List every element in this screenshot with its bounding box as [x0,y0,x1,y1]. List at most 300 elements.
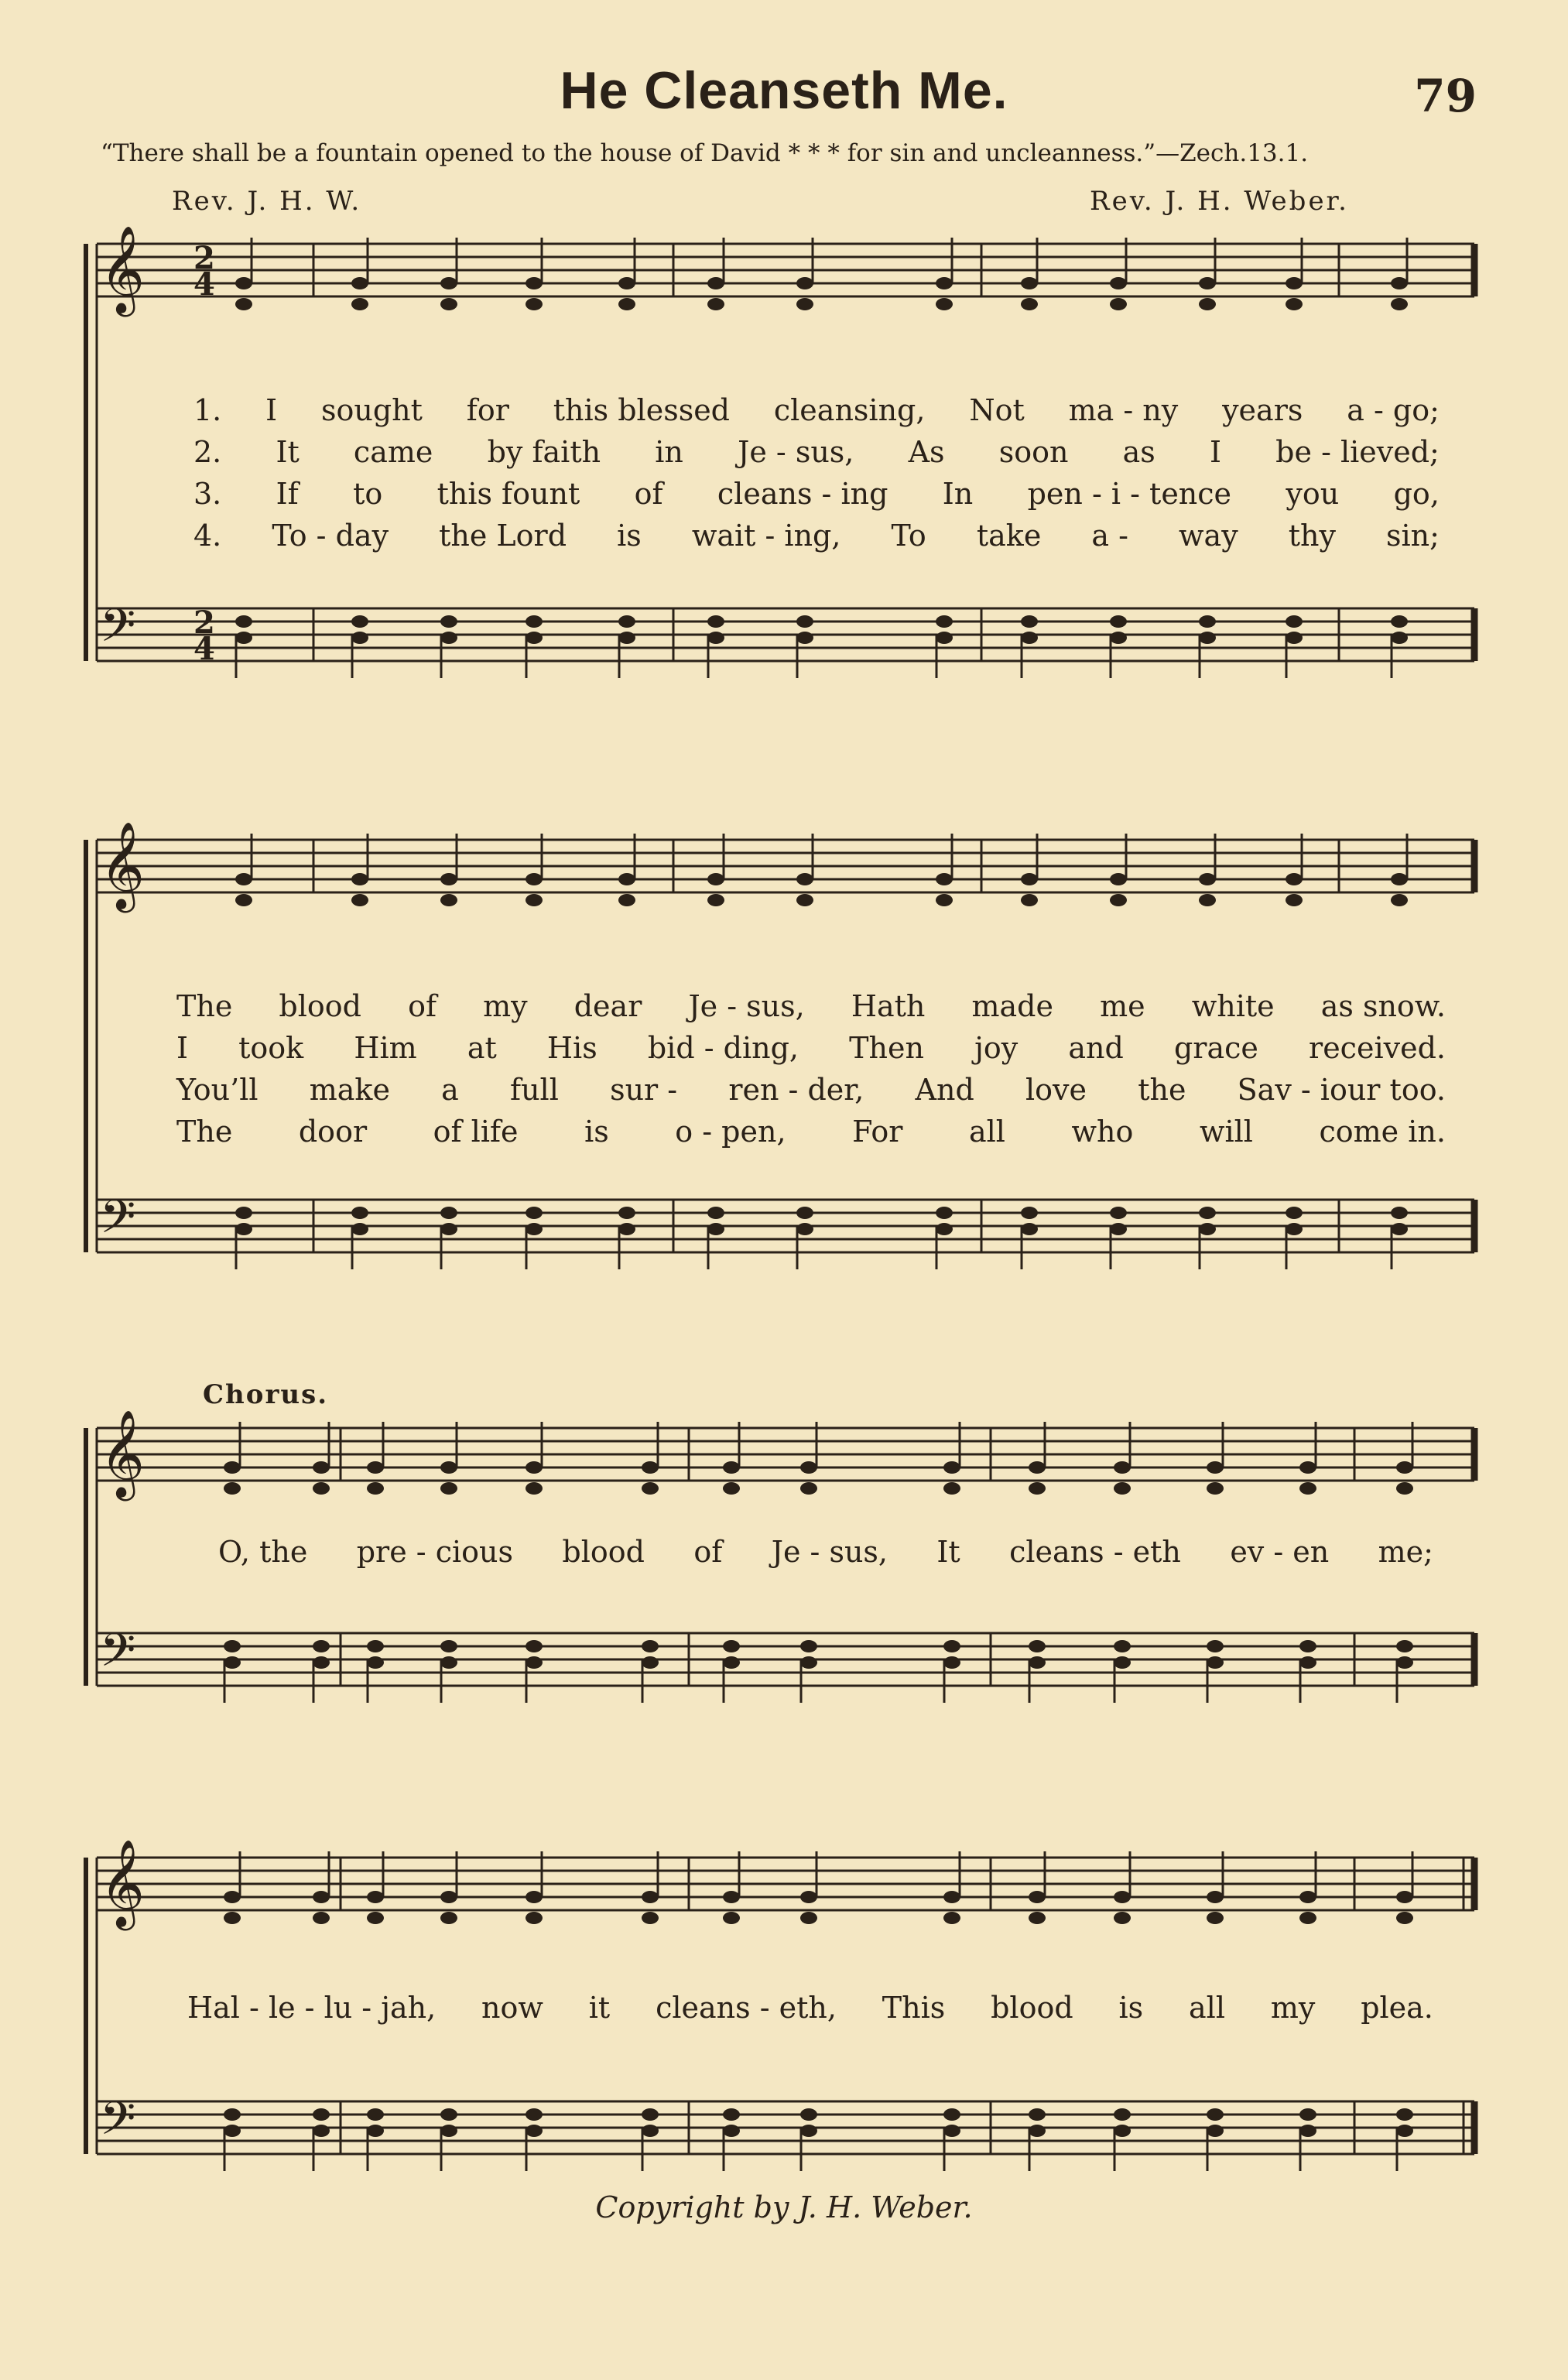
treble-notehead [235,277,252,289]
bass-notehead [526,1640,543,1652]
treble-notehead [642,1461,659,1474]
treble-notehead [723,1482,740,1495]
lyric-word: a - [1091,519,1128,553]
lyric-word: of [693,1535,723,1569]
lyric-word: joy [974,1031,1019,1065]
bass-notehead [526,615,543,628]
treble-notehead [936,894,953,906]
treble-notehead [1396,1891,1413,1903]
bass-notehead [1396,1640,1413,1652]
bass-notehead [1199,615,1216,628]
treble-notehead [1199,298,1216,310]
bass-notehead [235,615,252,628]
treble-notehead [707,894,724,906]
bass-notehead [943,2108,960,2121]
lyric-word: ma - ny [1068,393,1179,427]
lyric-word: Je - sus, [688,989,805,1023]
treble-notehead [1199,277,1216,289]
treble-notehead [526,894,543,906]
treble-notehead [943,1891,960,1903]
bass-notehead [526,2125,543,2137]
treble-notehead [235,298,252,310]
lyric-word: me [1100,989,1145,1023]
bass-notehead [224,1640,241,1652]
lyric-word: And [915,1073,974,1107]
treble-notehead [642,1891,659,1903]
bass-clef: 𝄢 [100,1623,136,1688]
treble-notehead [1110,894,1127,906]
treble-notehead [224,1482,241,1495]
bass-notehead [1286,1223,1303,1235]
time-signature-digit: 4 [193,631,215,667]
lyric-word: You’ll [176,1073,258,1107]
treble-notehead [1114,1912,1131,1924]
bass-notehead [351,1223,368,1235]
bass-notehead [1391,1207,1408,1219]
bass-notehead [440,1656,457,1669]
bass-notehead [1286,632,1303,644]
bass-notehead [526,1656,543,1669]
lyric-word: as snow. [1320,989,1446,1023]
bass-notehead [1029,1656,1046,1669]
bass-notehead [723,2125,740,2137]
treble-notehead [1299,1891,1316,1903]
treble-notehead [936,277,953,289]
lyric-word: pen - i - tence [1027,477,1232,511]
treble-notehead [440,298,457,310]
treble-notehead [1396,1912,1413,1924]
lyric-word: This [882,1991,946,2025]
treble-notehead [1207,1891,1224,1903]
time-signature-digit: 2 [193,604,215,641]
bass-notehead [440,1640,457,1652]
bass-notehead [642,2125,659,2137]
treble-notehead [618,894,635,906]
bass-notehead [618,615,635,628]
treble-clef: 𝄞 [100,225,145,313]
bass-notehead [313,1656,330,1669]
verse-2-line-2 [176,1031,1446,1065]
lyric-word: To [891,519,926,553]
lyric-word: Him [354,1031,417,1065]
lyric-word: 4. [193,519,222,553]
bass-notehead [235,1207,252,1219]
lyric-word: is [584,1115,609,1149]
bass-notehead [618,632,635,644]
bass-notehead [936,1207,953,1219]
bass-notehead [1207,2125,1224,2137]
lyric-word: and [1068,1031,1124,1065]
bass-notehead [526,2108,543,2121]
lyric-word: is [617,519,642,553]
treble-notehead [1029,1912,1046,1924]
bass-notehead [440,615,457,628]
treble-notehead [351,277,368,289]
chorus-line-2 [187,1991,1433,2025]
bass-notehead [440,1207,457,1219]
time-signature-digit: 2 [193,240,215,276]
bass-notehead [526,632,543,644]
treble-notehead [1199,894,1216,906]
lyric-word: received. [1309,1031,1446,1065]
bass-notehead [1029,2125,1046,2137]
lyric-word: cleans - eth [1009,1535,1181,1569]
bass-notehead [440,2125,457,2137]
bass-notehead [642,1656,659,1669]
bass-notehead [351,615,368,628]
lyric-word: To - day [272,519,389,553]
lyric-word: sur - [610,1073,678,1107]
lyric-word: my [483,989,528,1023]
lyric-word: as [1122,435,1155,469]
treble-notehead [313,1461,330,1474]
bass-clef: 𝄢 [100,598,136,663]
bass-notehead [800,2108,817,2121]
treble-notehead [440,1891,457,1903]
treble-notehead [440,894,457,906]
lyric-word: the Lord [439,519,567,553]
bass-notehead [800,1656,817,1669]
treble-notehead [943,1482,960,1495]
treble-notehead [235,873,252,885]
lyric-word: be - lieved; [1275,435,1440,469]
lyric-word: full [510,1073,559,1107]
lyric-word: me; [1378,1535,1433,1569]
treble-clef: 𝄞 [100,1409,145,1498]
lyric-word: The [176,1115,233,1149]
treble-notehead [1391,894,1408,906]
bass-notehead [1299,1640,1316,1652]
bass-notehead [1396,2108,1413,2121]
lyric-word: plea. [1361,1991,1433,2025]
music-credit: Rev. J. H. Weber. [1090,186,1349,217]
bass-notehead [1114,1656,1131,1669]
bass-notehead [1286,615,1303,628]
treble-notehead [224,1912,241,1924]
lyric-word: you [1286,477,1340,511]
treble-notehead [351,894,368,906]
bass-notehead [1114,2108,1131,2121]
bass-notehead [224,1656,241,1669]
bass-notehead [526,1207,543,1219]
bass-notehead [1110,1223,1127,1235]
lyric-word: all [968,1115,1005,1149]
treble-notehead [440,1461,457,1474]
treble-notehead [1299,1482,1316,1495]
lyric-word: As [908,435,945,469]
bass-notehead [642,1640,659,1652]
treble-notehead [367,1461,384,1474]
treble-notehead [1029,1461,1046,1474]
treble-notehead [707,277,724,289]
treble-notehead [1021,873,1038,885]
lyric-word: in [655,435,683,469]
bass-notehead [1021,1223,1038,1235]
bass-notehead [1021,1207,1038,1219]
treble-notehead [1286,894,1303,906]
bass-notehead [224,2108,241,2121]
lyric-word: of life [433,1115,519,1149]
treble-notehead [526,1912,543,1924]
bass-notehead [796,1223,813,1235]
lyric-word: grace [1173,1031,1258,1065]
treble-notehead [1396,1482,1413,1495]
bass-notehead [723,1656,740,1669]
lyric-word: at [467,1031,497,1065]
lyric-word: will [1199,1115,1253,1149]
lyric-word: is [1118,1991,1144,2025]
lyric-word: sin; [1386,519,1440,553]
verse-4-line-2 [176,1115,1446,1149]
hymn-title: He Cleanseth Me. [560,61,1008,120]
bass-notehead [367,2125,384,2137]
bass-notehead [1299,1656,1316,1669]
lyric-word: of [634,477,663,511]
bass-notehead [351,1207,368,1219]
bass-notehead [1021,615,1038,628]
treble-notehead [1114,1891,1131,1903]
lyric-word: It [936,1535,960,1569]
treble-notehead [936,298,953,310]
verse-3-line-1 [193,477,1440,511]
lyric-word: the [1138,1073,1186,1107]
lyric-word: Je - sus, [771,1535,888,1569]
bass-notehead [936,615,953,628]
treble-notehead [618,277,635,289]
bass-notehead [313,2108,330,2121]
treble-notehead [313,1482,330,1495]
treble-notehead [224,1891,241,1903]
bass-notehead [367,1656,384,1669]
treble-notehead [367,1912,384,1924]
treble-notehead [1299,1912,1316,1924]
lyric-word: 1. [193,393,222,427]
treble-notehead [1110,277,1127,289]
treble-notehead [1110,873,1127,885]
verse-4-line-1 [193,519,1440,553]
lyric-word: blood [279,989,361,1023]
bass-notehead [796,1207,813,1219]
treble-clef: 𝄞 [100,821,145,909]
bass-notehead [1029,2108,1046,2121]
lyric-word: It [276,435,300,469]
treble-notehead [800,1461,817,1474]
bass-notehead [1110,615,1127,628]
treble-notehead [1114,1482,1131,1495]
treble-notehead [1029,1891,1046,1903]
treble-notehead [1114,1461,1131,1474]
lyric-word: bid - ding, [647,1031,799,1065]
treble-notehead [1286,873,1303,885]
lyric-word: blood [562,1535,645,1569]
bass-notehead [1110,632,1127,644]
verse-3-line-2 [176,1073,1446,1107]
lyric-word: Not [969,393,1025,427]
treble-notehead [526,277,543,289]
lyric-word: cleans - ing [717,477,888,511]
bass-notehead [313,2125,330,2137]
treble-notehead [936,873,953,885]
bass-notehead [440,632,457,644]
lyric-word: door [298,1115,368,1149]
treble-notehead [707,298,724,310]
treble-notehead [526,1482,543,1495]
treble-notehead [526,1891,543,1903]
treble-notehead [723,1461,740,1474]
treble-notehead [1207,1912,1224,1924]
treble-notehead [526,1461,543,1474]
lyric-word: who [1071,1115,1134,1149]
bass-notehead [313,1640,330,1652]
lyric-word: ren - der, [728,1073,864,1107]
lyric-word: for [466,393,509,427]
treble-notehead [440,1912,457,1924]
treble-notehead [440,1482,457,1495]
bass-notehead [796,615,813,628]
treble-notehead [1021,277,1038,289]
lyric-word: wait - ing, [691,519,841,553]
treble-notehead [1021,894,1038,906]
lyric-word: For [852,1115,903,1149]
treble-notehead [800,1912,817,1924]
bass-notehead [707,632,724,644]
bass-notehead [800,1640,817,1652]
treble-notehead [224,1461,241,1474]
bass-clef: 𝄢 [100,1190,136,1255]
lyric-word: If [276,477,299,511]
lyric-word: soon [998,435,1069,469]
bass-notehead [618,1207,635,1219]
treble-notehead [943,1912,960,1924]
bass-notehead [707,1223,724,1235]
treble-notehead [1110,298,1127,310]
lyric-word: Hal - le - lu - jah, [187,1991,437,2025]
bass-notehead [1114,1640,1131,1652]
lyric-word: way [1179,519,1238,553]
treble-notehead [943,1461,960,1474]
bass-notehead [936,632,953,644]
bass-notehead [1207,1640,1224,1652]
bass-notehead [796,632,813,644]
lyric-word: Then [849,1031,924,1065]
lyric-word: a [441,1073,459,1107]
treble-notehead [440,277,457,289]
chorus-line-1 [218,1535,1433,1569]
treble-notehead [351,298,368,310]
treble-notehead [440,873,457,885]
bass-notehead [1114,2125,1131,2137]
bass-notehead [526,1223,543,1235]
lyric-word: cleans - eth, [656,1991,837,2025]
bass-notehead [440,1223,457,1235]
treble-notehead [618,873,635,885]
treble-notehead [723,1891,740,1903]
bass-notehead [1199,1207,1216,1219]
bass-notehead [235,1223,252,1235]
bass-notehead [936,1223,953,1235]
lyric-word: o - pen, [675,1115,786,1149]
treble-notehead [367,1482,384,1495]
lyric-word: thy [1288,519,1336,553]
bass-notehead [1029,1640,1046,1652]
lyric-word: go, [1393,477,1440,511]
lyric-word: made [971,989,1053,1023]
treble-notehead [1391,298,1408,310]
lyric-word: His [546,1031,597,1065]
bass-clef: 𝄢 [100,2091,136,2156]
treble-notehead [1286,298,1303,310]
bass-notehead [800,2125,817,2137]
bass-notehead [943,1656,960,1669]
lyric-word: blood [991,1991,1073,2025]
treble-notehead [1396,1461,1413,1474]
bass-notehead [618,1223,635,1235]
treble-notehead [796,277,813,289]
treble-notehead [235,894,252,906]
lyric-word: all [1189,1991,1225,2025]
page-number: 79 [1414,70,1477,122]
treble-notehead [796,894,813,906]
lyric-word: I [176,1031,189,1065]
bass-notehead [1391,1223,1408,1235]
lyric-word: took [238,1031,304,1065]
copyright-notice: Copyright by J. H. Weber. [595,2190,973,2224]
lyric-word: by faith [487,435,601,469]
lyric-word: pre - cious [356,1535,513,1569]
treble-notehead [367,1891,384,1903]
lyric-word: come in. [1319,1115,1446,1149]
bass-notehead [1396,2125,1413,2137]
treble-notehead [642,1482,659,1495]
bass-notehead [943,1640,960,1652]
treble-notehead [796,298,813,310]
lyric-word: now [481,1991,543,2025]
lyric-word: Hath [851,989,926,1023]
treble-notehead [1199,873,1216,885]
bass-notehead [707,615,724,628]
verse-2-line-1 [193,435,1440,469]
lyric-word: cleansing, [773,393,926,427]
bass-notehead [235,632,252,644]
bass-notehead [367,1640,384,1652]
treble-clef: 𝄞 [100,1839,145,1927]
bass-notehead [707,1207,724,1219]
bass-notehead [1199,1223,1216,1235]
lyric-word: came [353,435,433,469]
lyric-word: white [1191,989,1275,1023]
treble-notehead [1391,277,1408,289]
lyric-word: I [265,393,278,427]
treble-notehead [313,1891,330,1903]
lyric-word: a - go; [1347,393,1440,427]
bass-notehead [1021,632,1038,644]
treble-notehead [723,1912,740,1924]
lyric-word: ev - en [1230,1535,1330,1569]
bass-notehead [1299,2125,1316,2137]
treble-notehead [351,873,368,885]
scripture-epigraph: “There shall be a fountain opened to the house of David * * * for sin and uncleanness.”—Zech.13.1. [101,139,1309,167]
words-credit: Rev. J. H. W. [172,186,362,217]
bass-notehead [642,2108,659,2121]
lyric-word: 3. [193,477,222,511]
lyric-word: it [588,1991,611,2025]
lyric-word: Je - sus, [738,435,854,469]
lyric-word: take [976,519,1042,553]
lyric-word: my [1270,1991,1316,2025]
treble-notehead [526,298,543,310]
time-signature-digit: 4 [193,266,215,303]
treble-notehead [800,1482,817,1495]
